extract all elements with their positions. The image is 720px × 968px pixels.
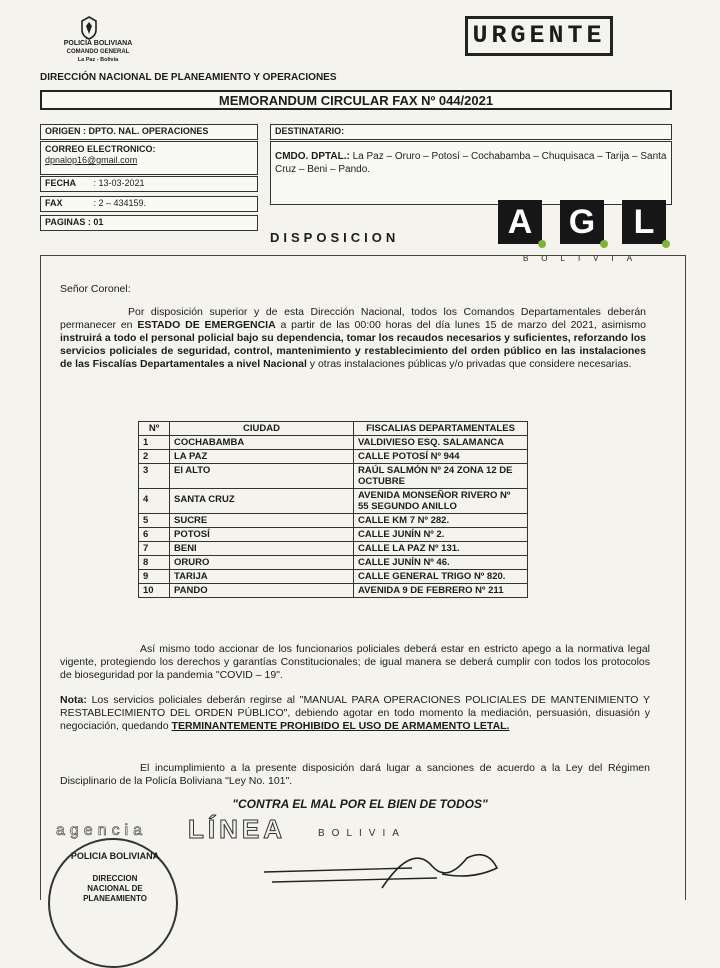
agl-letter-l: L — [622, 200, 666, 244]
row-city: POTOSÍ — [170, 528, 354, 542]
table-row — [139, 450, 528, 464]
col-header-ciudad: CIUDAD — [170, 422, 354, 436]
fax-label: FAX — [45, 198, 63, 208]
org-city: La Paz - Bolivia — [77, 57, 119, 63]
agl-subtitle: BOLIVIA — [522, 254, 646, 263]
organization-header — [38, 40, 158, 64]
paginas-box — [40, 215, 258, 231]
watermark-bolivia: BOLIVIA — [318, 828, 406, 839]
table-row — [139, 528, 528, 542]
row-city: SUCRE — [170, 514, 354, 528]
paragraph-3: El incumplimiento a la presente disposición dará lugar a sanciones de acuerdo a la Ley del Régimen Disciplinario de la Policía Boliviana "Ley No. 101". — [60, 762, 650, 787]
row-address: CALLE JUNÍN Nº 46. — [354, 556, 528, 570]
row-address: CALLE LA PAZ Nº 131. — [354, 542, 528, 556]
fiscalias-table — [138, 421, 528, 598]
row-city: TARIJA — [170, 570, 354, 584]
table-row — [139, 436, 528, 450]
table-row — [139, 584, 528, 598]
paragraph-2: Así mismo todo accionar de los funcionarios policiales deberá estar en estricto apego a la normativa legal vigente, protegiendo los derechos y garantías Constitucionales; de igual manera se deberá cumplir con todos los protocolos de bioseguridad por la pandemia "COVID – 19". — [60, 643, 650, 681]
origen-text: ORIGEN : DPTO. NAL. OPERACIONES — [45, 126, 209, 136]
correo-box — [40, 141, 258, 175]
correo-label: CORREO ELECTRONICO: — [45, 144, 156, 154]
watermark-linea: LÍNEA — [188, 814, 286, 844]
para1-emergency: ESTADO DE EMERGENCIA — [137, 319, 276, 331]
row-address: CALLE JUNÍN Nº 2. — [354, 528, 528, 542]
table-row — [139, 464, 528, 489]
row-number: 4 — [139, 489, 170, 514]
seal-line-direccion: DIRECCION — [92, 874, 138, 883]
police-crest-icon — [80, 16, 98, 40]
table-row — [139, 489, 528, 514]
table-header-row — [139, 422, 528, 436]
destinatario-bold: CMDO. DPTAL.: — [275, 151, 350, 162]
row-city: SANTA CRUZ — [170, 489, 354, 514]
row-number: 10 — [139, 584, 170, 598]
row-address: RAÚL SALMÓN Nº 24 ZONA 12 DE OCTUBRE — [354, 464, 528, 489]
fecha-value: : 13-03-2021 — [93, 178, 145, 188]
memo-title: MEMORANDUM CIRCULAR FAX Nº 044/2021 — [40, 90, 672, 110]
seal-title: POLICIA BOLIVIANA — [70, 851, 160, 861]
row-address: CALLE KM 7 Nº 282. — [354, 514, 528, 528]
destinatario-label: DESTINATARIO: — [275, 126, 345, 136]
seal-line-nacional: NACIONAL DE — [87, 884, 143, 893]
row-address: VALDIVIESO ESQ. SALAMANCA — [354, 436, 528, 450]
table-row — [139, 542, 528, 556]
nota-text: Los servicios policiales deberán regirse al "MANUAL PARA OPERACIONES POLICIALES DE MANTENIMIENTO Y RESTABLECIMIENTO DEL ORDEN PÚBLICO", debiendo agotar en todo momento la mediación, persuasión, disuasión y negociación, quedando — [60, 694, 650, 732]
para1-text-e: y otras instalaciones públicas y/o privadas que considere necesarias. — [309, 358, 632, 370]
row-city: COCHABAMBA — [170, 436, 354, 450]
disposicion-title: DISPOSICION — [270, 230, 400, 245]
col-header-number: Nº — [139, 422, 170, 436]
watermark-agencia: agencia — [56, 822, 148, 839]
nota-prohibition: TERMINANTEMENTE PROHIBIDO EL USO DE ARMAMENTO LETAL. — [171, 720, 510, 732]
table-row — [139, 556, 528, 570]
destinatario-label-box — [270, 124, 672, 140]
agl-letter-a: A — [498, 200, 542, 244]
org-name: POLICÍA BOLIVIANA — [63, 40, 133, 47]
row-number: 1 — [139, 436, 170, 450]
row-number: 9 — [139, 570, 170, 584]
row-number: 8 — [139, 556, 170, 570]
row-address: AVENIDA MONSEÑOR RIVERO Nº 55 SEGUNDO ANILLO — [354, 489, 528, 514]
row-city: El ALTO — [170, 464, 354, 489]
table-row — [139, 514, 528, 528]
paginas-text: PAGINAS : 01 — [45, 217, 104, 227]
para1-text-c: a partir de las 00:00 horas del día lunes 15 de marzo del 2021, asimismo — [280, 319, 646, 331]
row-address: CALLE POTOSÍ Nº 944 — [354, 450, 528, 464]
para1-text-a: Por disposición superior y de esta Dirección Nacional, todos los Comandos Departamentales deberán permanecer en — [60, 306, 646, 331]
nota-label: Nota: — [60, 694, 87, 706]
table-row — [139, 570, 528, 584]
agl-dot — [600, 240, 608, 248]
org-command: COMANDO GENERAL — [66, 49, 130, 55]
para1-instruction: instruirá a todo el personal policial bajo su dependencia, tomar los recaudos necesarios y suficientes, reforzando los servicios policiales de seguridad, control, mantenimiento y restablecimiento del orden público en las instalaciones de las Fiscalías Departamentales a nivel Nacional — [60, 332, 646, 370]
fecha-box — [40, 176, 258, 192]
agl-letter-g: G — [560, 200, 604, 244]
row-number: 2 — [139, 450, 170, 464]
paragraph-1 — [60, 306, 646, 371]
row-address: CALLE GENERAL TRIGO Nº 820. — [354, 570, 528, 584]
row-number: 5 — [139, 514, 170, 528]
fax-value: : 2 – 434159. — [93, 198, 147, 208]
row-city: ORURO — [170, 556, 354, 570]
row-city: PANDO — [170, 584, 354, 598]
destinatario-box — [270, 141, 672, 205]
row-number: 6 — [139, 528, 170, 542]
urgente-stamp: URGENTE — [465, 16, 613, 56]
row-number: 7 — [139, 542, 170, 556]
row-number: 3 — [139, 464, 170, 489]
origen-box — [40, 124, 258, 140]
seal-line-planeamiento: PLANEAMIENTO — [83, 894, 147, 903]
slogan: "CONTRA EL MAL POR EL BIEN DE TODOS" — [232, 797, 488, 811]
police-seal — [48, 838, 178, 968]
row-city: BENI — [170, 542, 354, 556]
signature-icon — [262, 838, 502, 900]
destinatario-text: La Paz – Oruro – Potosí – Cochabamba – Chuquisaca – Tarija – Santa Cruz – Beni – Pando. — [275, 151, 667, 175]
salutation: Señor Coronel: — [60, 283, 131, 295]
fecha-label: FECHA — [45, 178, 76, 188]
row-city: LA PAZ — [170, 450, 354, 464]
row-address: AVENIDA 9 DE FEBRERO Nº 211 — [354, 584, 528, 598]
nota-paragraph — [60, 694, 650, 733]
col-header-fiscalias: FISCALIAS DEPARTAMENTALES — [354, 422, 528, 436]
agl-dot — [662, 240, 670, 248]
correo-value: dpnalop16@gmail.com — [45, 155, 138, 165]
fax-box — [40, 196, 258, 212]
direccion-title: DIRECCIÓN NACIONAL DE PLANEAMIENTO Y OPERACIONES — [40, 72, 337, 83]
agl-dot — [538, 240, 546, 248]
